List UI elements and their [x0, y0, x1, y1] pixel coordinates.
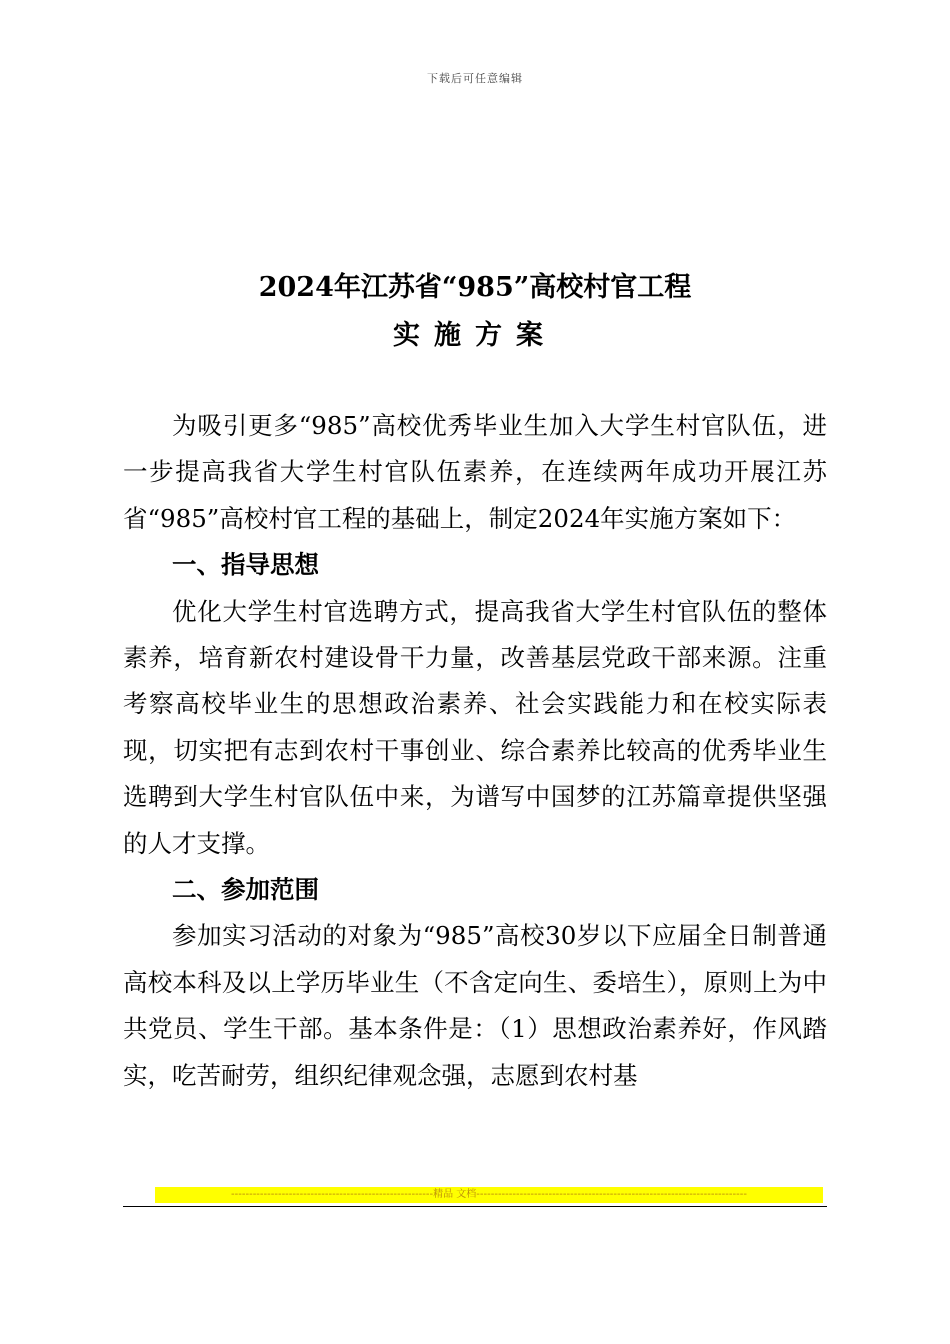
footer-watermark-strip: --------------------------------------------------------精品 文档--------------------------------------------------------------------------- — [155, 1187, 823, 1203]
document-subtitle: 实施方案 — [393, 320, 557, 351]
document-title: 2024年江苏省“985”高校村官工程 — [258, 272, 692, 303]
footer-divider — [123, 1206, 827, 1207]
intro-paragraph: 为吸引更多“985”高校优秀毕业生加入大学生村官队伍，进一步提高我省大学生村官队伍素养，在连续两年成功开展江苏省“985”高校村官工程的基础上，制定2024年实施方案如下： — [123, 411, 827, 533]
section-heading-participation-scope: 二、参加范围 — [172, 875, 319, 905]
document-body — [123, 403, 827, 1099]
page-header-note: 下载后可任意编辑 — [427, 72, 523, 85]
participation-scope-paragraph: 参加实习活动的对象为“985”高校30岁以下应届全日制普通高校本科及以上学历毕业生（不含定向生、委培生），原则上为中共党员、学生干部。基本条件是：（1）思想政治素养好，作风踏实，吃苦耐劳，组织纪律观念强，志愿到农村基 — [123, 921, 827, 1090]
guiding-ideology-paragraph: 优化大学生村官选聘方式，提高我省大学生村官队伍的整体素养，培育新农村建设骨干力量，改善基层党政干部来源。注重考察高校毕业生的思想政治素养、社会实践能力和在校实际表现，切实把有志到农村干事创业、综合素养比较高的优秀毕业生选聘到大学生村官队伍中来，为谱写中国梦的江苏篇章提供坚强的人才支撑。 — [123, 596, 827, 858]
section-heading-guiding-ideology: 一、指导思想 — [172, 550, 319, 580]
